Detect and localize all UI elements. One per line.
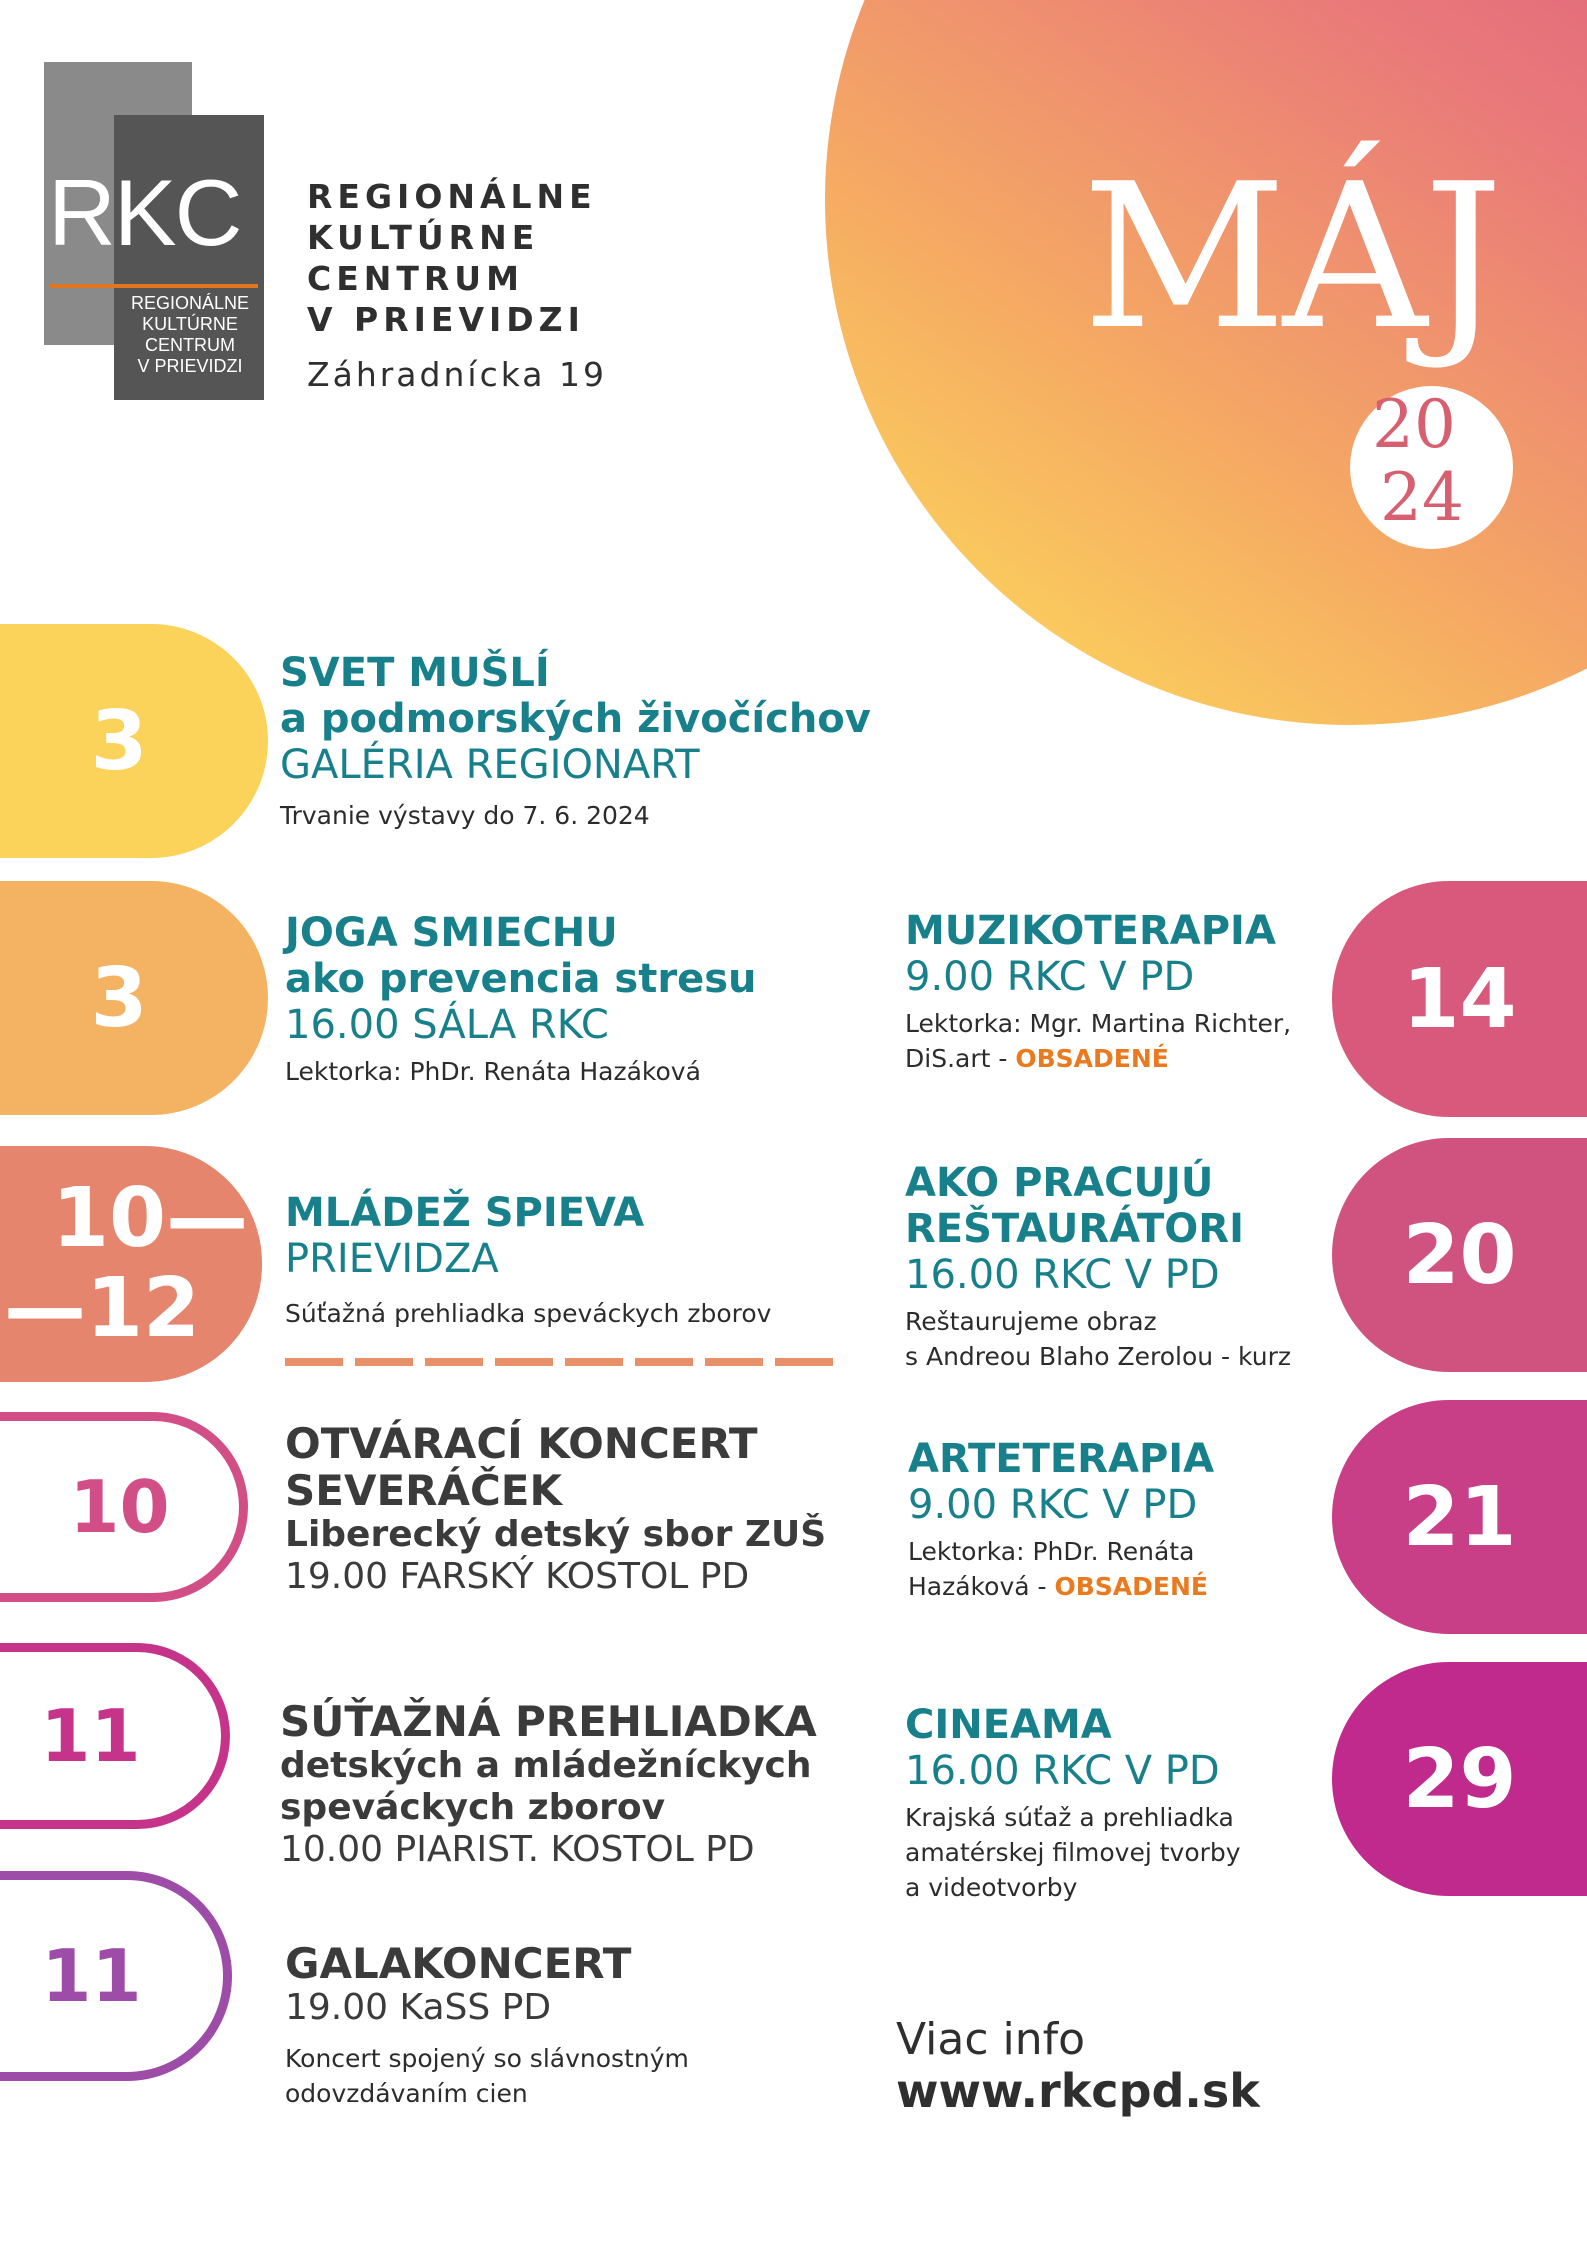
day-number: 20 <box>1402 1207 1517 1303</box>
event-note: Koncert spojený so slávnostným <box>285 2044 689 2073</box>
day-number: 21 <box>1402 1469 1517 1565</box>
event-note: Súťažná prehliadka speváckych zborov <box>285 1299 772 1328</box>
event-place: 16.00 SÁLA RKC <box>285 1002 609 1048</box>
event-place: 19.00 KaSS PD <box>285 1987 552 2028</box>
event-title: MLÁDEŽ SPIEVA <box>285 1190 645 1236</box>
event-note-line-2: Hazáková - <box>908 1572 1055 1601</box>
event-youth-sings <box>285 1190 771 1331</box>
event-place: GALÉRIA REGIONART <box>280 742 700 788</box>
event-title: SVET MUŠLÍ <box>280 650 550 696</box>
day-number: 3 <box>90 950 148 1046</box>
event-title: SÚŤAŽNÁ PREHLIADKA <box>280 1697 817 1746</box>
event-title: OTVÁRACÍ KONCERT <box>285 1419 758 1468</box>
day-tab-14 <box>1332 881 1587 1117</box>
event-note-line-2: s Andreou Blaho Zerolou - kurz <box>905 1342 1291 1371</box>
event-subtitle-line-2: speváckych zborov <box>280 1787 666 1828</box>
event-title-line-2: SEVERÁČEK <box>285 1466 563 1515</box>
event-note: Reštaurujeme obraz <box>905 1307 1157 1336</box>
event-subtitle: Liberecký detský sbor ZUŠ <box>285 1514 827 1555</box>
day-tab-29 <box>1332 1662 1587 1896</box>
event-laughter-yoga <box>285 910 757 1089</box>
event-note: Lektorka: PhDr. Renáta <box>908 1537 1195 1566</box>
event-note-line-2: DiS.art - <box>905 1044 1016 1073</box>
org-line-3: CENTRUM <box>307 259 524 298</box>
website-link[interactable]: www.rkcpd.sk <box>896 2064 1260 2118</box>
event-subtitle: detských a mládežníckych <box>280 1745 812 1786</box>
day-tab-20 <box>1332 1138 1587 1372</box>
event-cineama <box>905 1702 1241 1905</box>
event-place: 9.00 RKC V PD <box>908 1482 1198 1528</box>
event-place: 9.00 RKC V PD <box>905 954 1195 1000</box>
event-place: PRIEVIDZA <box>285 1236 499 1282</box>
event-note-line-3: a videotvorby <box>905 1873 1078 1902</box>
event-place: 16.00 RKC V PD <box>905 1252 1220 1298</box>
year-top: 20 <box>1372 386 1456 463</box>
status-full: OBSADENÉ <box>1015 1044 1169 1073</box>
logo-line-2: KULTÚRNE <box>142 314 238 334</box>
event-title: GALAKONCERT <box>285 1939 632 1988</box>
address: Záhradnícka 19 <box>307 355 607 394</box>
event-note-line-2: amatérskej filmovej tvorby <box>905 1838 1241 1867</box>
event-place: 16.00 RKC V PD <box>905 1748 1220 1794</box>
event-title: MUZIKOTERAPIA <box>905 908 1276 954</box>
day-number: 3 <box>90 693 148 789</box>
event-title: CINEAMA <box>905 1702 1112 1748</box>
event-gala-concert <box>285 1940 689 2111</box>
event-music-therapy <box>905 908 1291 1076</box>
event-note: Krajská súťaž a prehliadka <box>905 1803 1234 1832</box>
logo-line-1: REGIONÁLNE <box>130 293 250 313</box>
event-choir-competition <box>280 1698 817 1871</box>
event-place: 19.00 FARSKÝ KOSTOL PD <box>285 1556 750 1597</box>
logo-subtitle <box>124 293 256 377</box>
event-note: Lektorka: Mgr. Martina Richter, <box>905 1009 1292 1038</box>
logo-underline <box>50 284 258 288</box>
event-subtitle: ako prevencia stresu <box>285 956 757 1002</box>
day-tab-10-12 <box>0 1146 262 1382</box>
logo-line-4: V PRIEVIDZI <box>137 356 243 376</box>
event-title-line-2: REŠTAURÁTORI <box>905 1206 1244 1252</box>
org-line-1: REGIONÁLNE <box>307 177 597 216</box>
day-number: 11 <box>41 1934 142 2018</box>
event-art-therapy <box>908 1436 1214 1604</box>
status-full: OBSADENÉ <box>1054 1572 1208 1601</box>
day-tab-3-yoga <box>0 881 268 1115</box>
day-range-start: 10— <box>52 1171 249 1266</box>
year-bottom: 24 <box>1380 459 1464 536</box>
day-number: 14 <box>1402 951 1517 1047</box>
event-place: 10.00 PIARIST. KOSTOL PD <box>280 1829 755 1870</box>
organization-name <box>307 176 597 340</box>
event-note: Lektorka: PhDr. Renáta Hazáková <box>285 1057 701 1086</box>
day-number: 11 <box>40 1694 141 1778</box>
day-tab-11-gala <box>0 1871 232 2081</box>
logo-line-3: CENTRUM <box>145 335 235 355</box>
day-tab-11-competition <box>0 1643 230 1829</box>
event-title: AKO PRACUJÚ <box>905 1160 1214 1206</box>
logo-abbr: RKC <box>48 160 241 265</box>
day-number: 29 <box>1402 1731 1517 1827</box>
event-shells <box>280 650 871 833</box>
day-range-end: —12 <box>4 1261 201 1356</box>
event-title: ARTETERAPIA <box>908 1436 1215 1482</box>
more-info <box>896 2015 1260 2117</box>
day-tab-21 <box>1332 1400 1587 1634</box>
day-number: 10 <box>69 1465 170 1549</box>
month-title: MÁJ <box>1082 141 1500 374</box>
more-info-label: Viac info <box>896 2014 1086 2065</box>
event-opening-concert <box>285 1420 826 1598</box>
org-line-2: KULTÚRNE <box>307 218 540 257</box>
day-tab-3-shells <box>0 624 268 858</box>
event-title: JOGA SMIECHU <box>285 910 618 956</box>
event-note-line-2: odovzdávaním cien <box>285 2079 528 2108</box>
event-restorers <box>905 1160 1291 1374</box>
org-line-4: V PRIEVIDZI <box>307 300 585 339</box>
event-note: Trvanie výstavy do 7. 6. 2024 <box>280 801 650 830</box>
event-subtitle: a podmorských živočíchov <box>280 696 871 742</box>
day-tab-10-concert <box>0 1412 248 1602</box>
